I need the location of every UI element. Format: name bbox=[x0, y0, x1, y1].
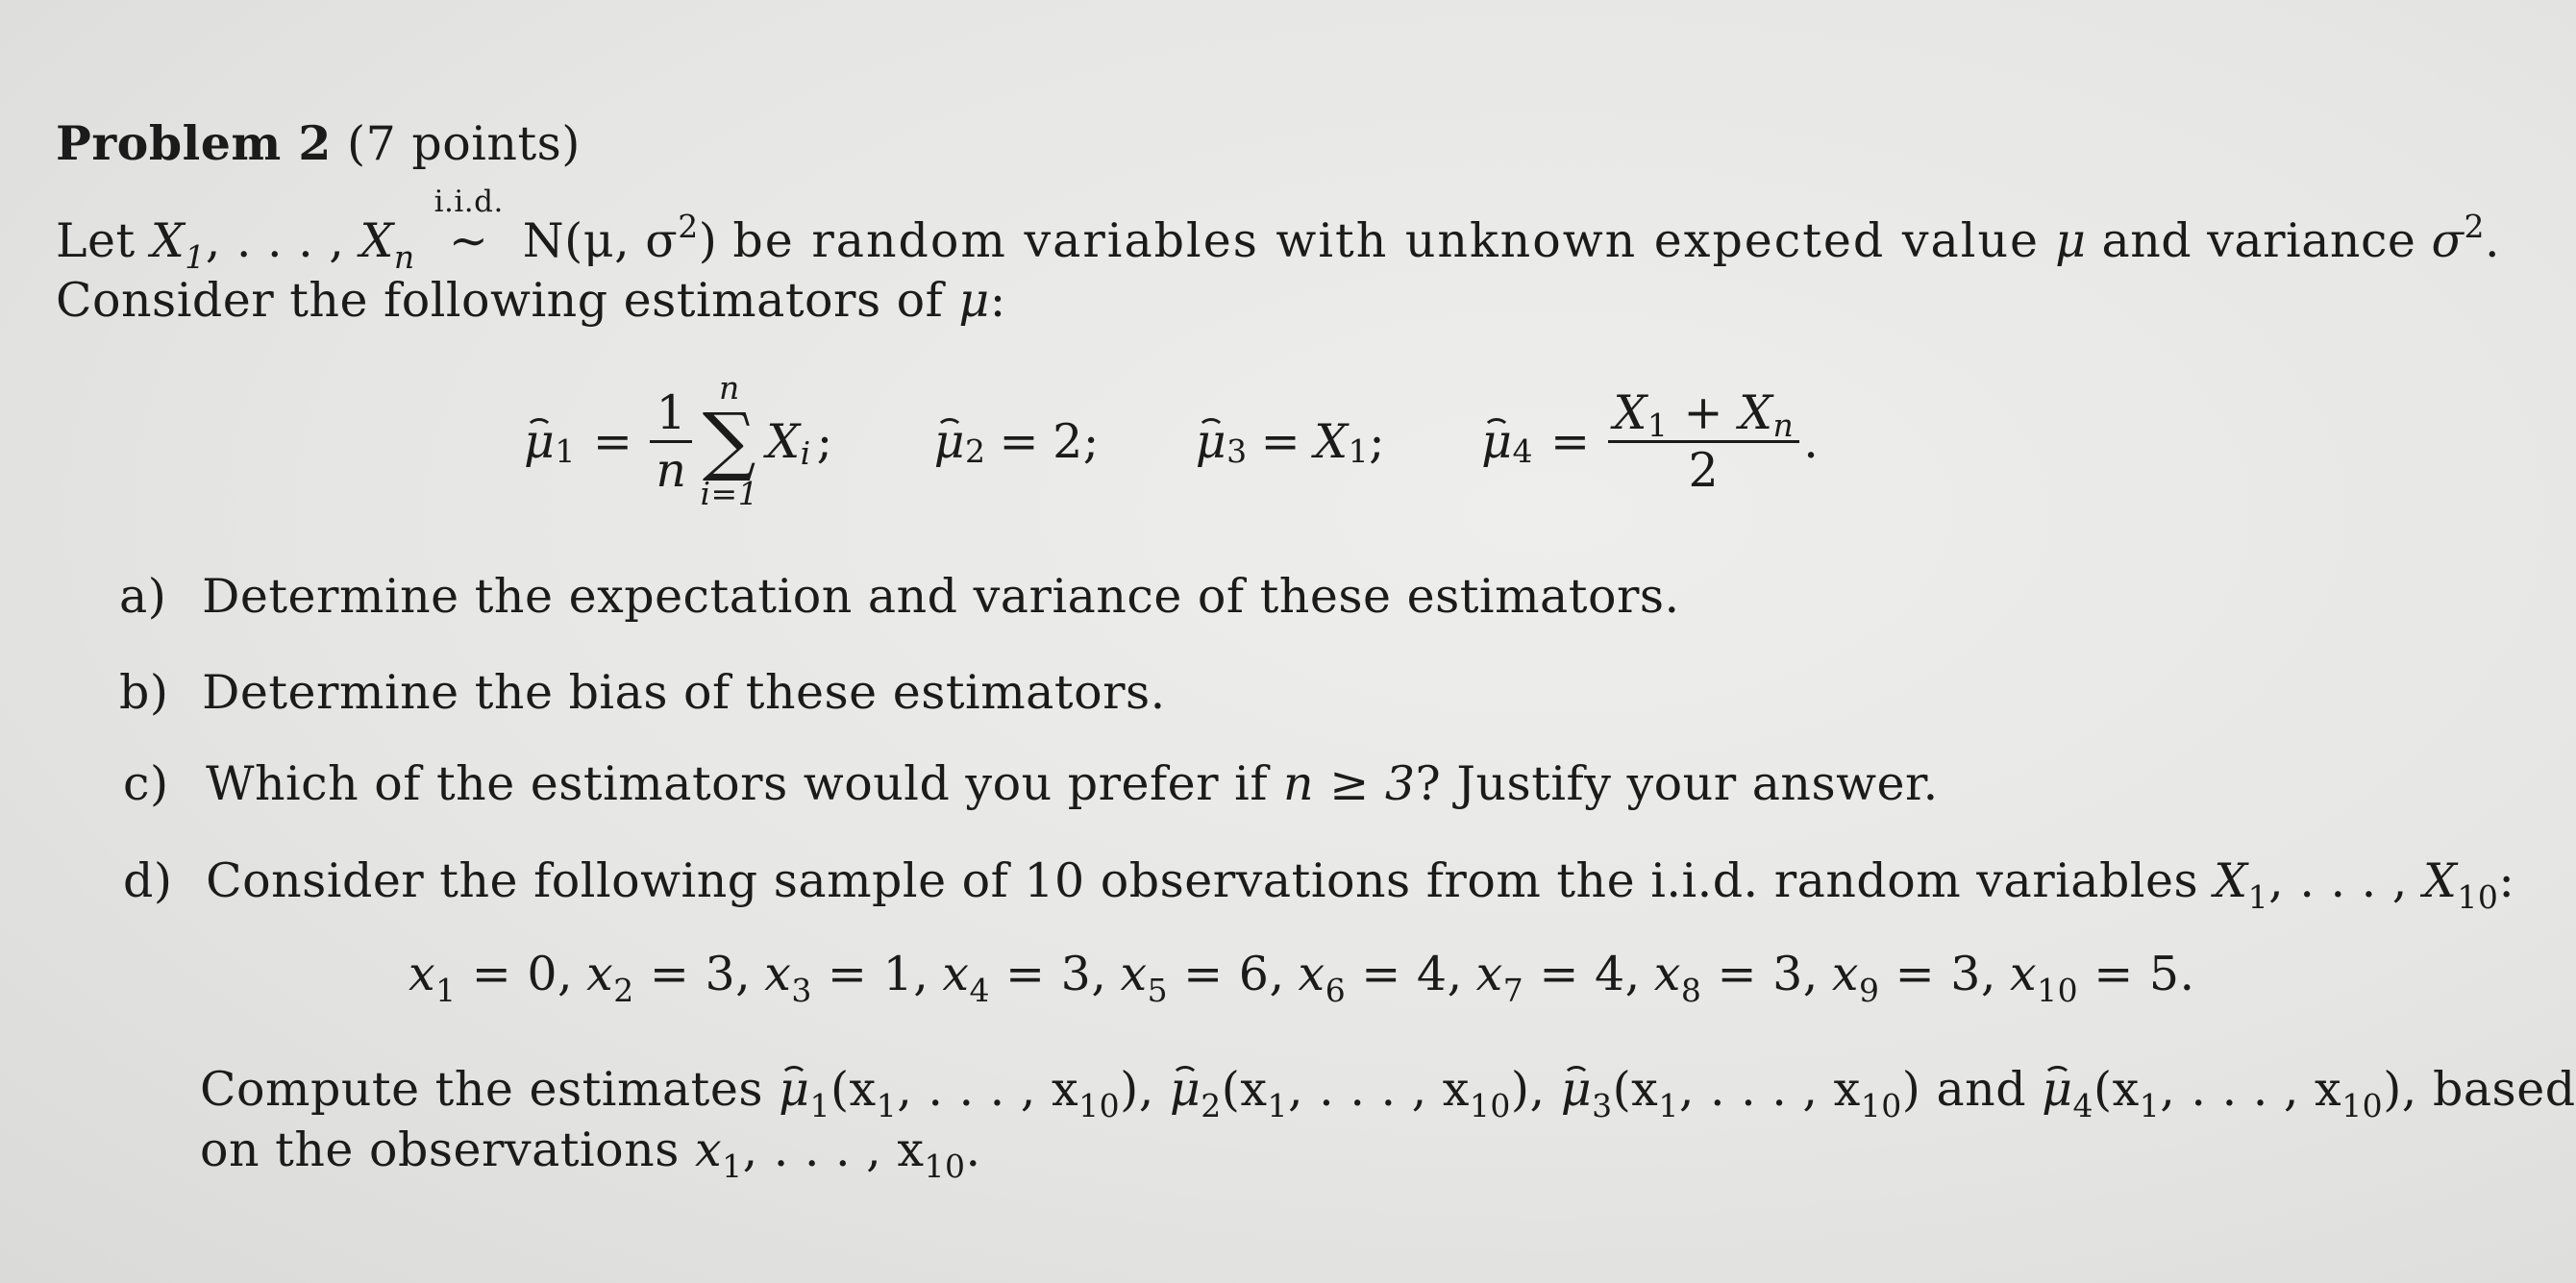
estimator-3: μ 3 = X 1 ; bbox=[1195, 413, 1386, 470]
estimator-1: μ 1 = $\frac{1}{n}$ n ∑ i=1 X i ; bbox=[524, 369, 833, 512]
observation-1: $x_1 = 0$, bbox=[409, 947, 574, 1009]
part-c-math: n ≥ 3 bbox=[1283, 756, 1416, 811]
sum-sign: n ∑ i=1 bbox=[700, 369, 759, 512]
part-b-label: b) bbox=[119, 665, 169, 720]
sample-observations bbox=[409, 947, 2209, 1009]
compute-mu1: $\mu_1(x_1$, . . . , $x_{10}$), bbox=[779, 1062, 1154, 1124]
compute-line2-text: on the observations bbox=[200, 1123, 680, 1177]
compute-line-1: Compute the estimates $\mu_1(x_1$, . . . , $x_{10}$), $\mu_2(x_1$, . . . , $x_{10}$), $\mu_3(x_1$, . . . , $x_{10}$) and $\mu_4(x_1$, . . . , $x_{10}$), based bbox=[200, 1062, 2576, 1124]
observation-2: $x_2 = 3$, bbox=[586, 947, 752, 1009]
observation-5: $x_5 = 6$, bbox=[1120, 947, 1285, 1009]
observation-8: $x_8 = 3$, bbox=[1653, 947, 1819, 1009]
part-c-text: Which of the estimators would you prefer if bbox=[206, 756, 1268, 811]
intro-sigma-sq: $\sigma^2$ bbox=[2431, 208, 2485, 268]
part-d-text: Consider the following sample of 10 observations from the i.i.d. random variables bbox=[206, 853, 2199, 908]
part-a-text: Determine the expectation and variance of these estimators. bbox=[202, 569, 1680, 624]
normal-dist: N(μ, $\sigma^2$) bbox=[522, 208, 718, 268]
part-a bbox=[119, 569, 1680, 624]
iid-tilde: i.i.d. ∼ bbox=[433, 185, 504, 268]
compute-mu2: $\mu_2(x_1$, . . . , $x_{10}$), bbox=[1169, 1062, 1546, 1124]
part-b bbox=[119, 665, 1166, 720]
part-a-label: a) bbox=[119, 569, 167, 624]
estimator-2: μ 2 = 2; bbox=[933, 413, 1100, 470]
observation-4: $x_4 = 3$, bbox=[942, 947, 1107, 1009]
compute-line-2: on the observations $x_1$, . . . , $x_{10}$. bbox=[200, 1123, 981, 1185]
intro-and-variance: and variance bbox=[2101, 213, 2416, 268]
intro-x1: $X_1$ bbox=[150, 213, 206, 276]
intro-line-1: Let $X_1$, . . . , $X_n$ i.i.d. ∼ N(μ, $\sigma^2$) be random variables with unknown expected value μ and variance $\sigma^2$. bbox=[56, 185, 2501, 276]
part-d: d) Consider the following sample of 10 observations from the i.i.d. random variables $X_1$, . . . , $X_{10}$: bbox=[123, 853, 2515, 916]
part-b-text: Determine the bias of these estimators. bbox=[202, 665, 1166, 720]
part-d-label: d) bbox=[123, 853, 173, 908]
part-c-label: c) bbox=[123, 756, 169, 811]
intro-line2-mu: μ bbox=[958, 273, 990, 328]
part-c: c) Which of the estimators would you prefer if n ≥ 3? Justify your answer. bbox=[123, 756, 1939, 811]
estimator-4: μ 4 = $\frac{X1 + Xn}{2}$ . bbox=[1481, 384, 1820, 498]
observation-3: $x_3 = 1$, bbox=[764, 947, 929, 1009]
observation-10: $x_{10} = 5$. bbox=[2009, 947, 2195, 1009]
problem-points: (7 points) bbox=[346, 116, 581, 171]
intro-mu: μ bbox=[2055, 213, 2087, 268]
intro-let: Let bbox=[56, 213, 136, 268]
observation-9: $x_9 = 3$, bbox=[1831, 947, 1996, 1009]
intro-line2-text: Consider the following estimators of bbox=[56, 273, 944, 328]
frac-1-over-n: $\frac{1}{n}$ bbox=[650, 385, 692, 498]
compute-mu3: $\mu_3(x_1$, . . . , $x_{10}$) bbox=[1560, 1062, 1921, 1124]
intro-xn: $X_n$ bbox=[359, 213, 415, 276]
problem-title: Problem 2 bbox=[56, 115, 332, 171]
estimators-row bbox=[524, 370, 1819, 512]
problem-heading bbox=[56, 115, 581, 171]
frac-x1-plus-xn: $\frac{X1 + Xn}{2}$ bbox=[1608, 385, 1800, 498]
intro-line-2: Consider the following estimators of μ: bbox=[56, 273, 1006, 328]
compute-text: Compute the estimates bbox=[200, 1062, 763, 1117]
observation-7: $x_7 = 4$, bbox=[1475, 947, 1641, 1009]
observation-6: $x_6 = 4$, bbox=[1298, 947, 1463, 1009]
intro-rest: be random variables with unknown expected value bbox=[732, 213, 2040, 268]
compute-mu4: $\mu_4(x_1$, . . . , $x_{10}$), bbox=[2042, 1062, 2417, 1124]
